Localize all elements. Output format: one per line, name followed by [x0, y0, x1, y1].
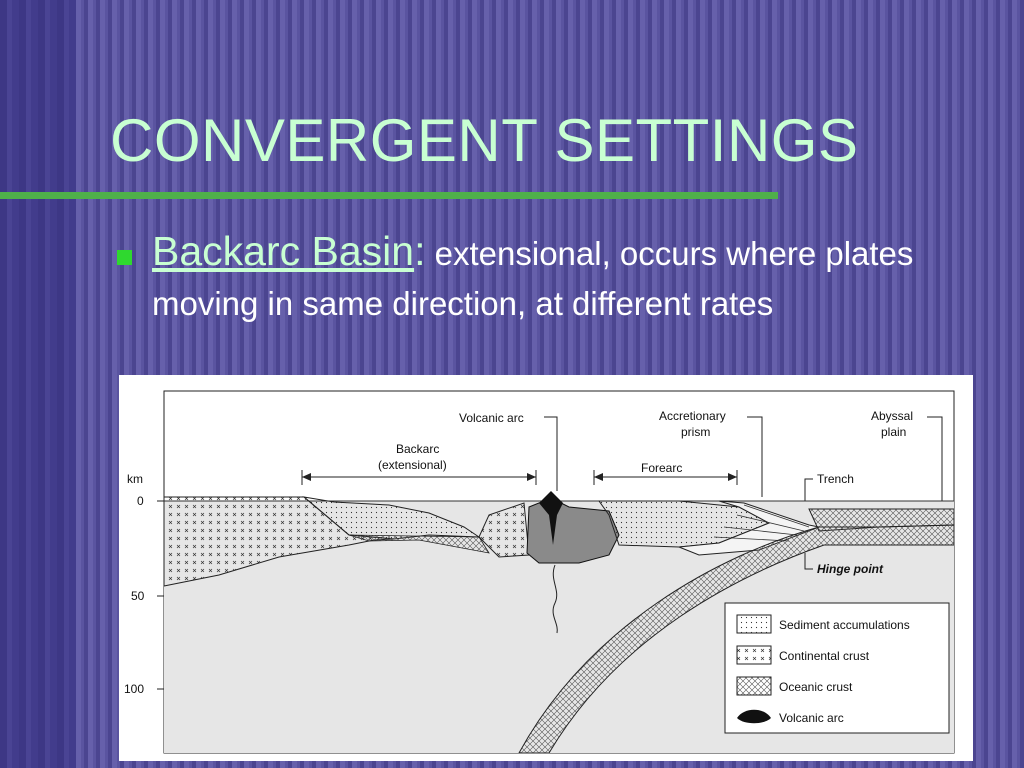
- label-volcanic-arc: Volcanic arc: [459, 411, 524, 425]
- label-hinge-point: Hinge point: [817, 562, 883, 576]
- label-accretionary: Accretionary: [659, 409, 726, 423]
- label-plain: plain: [881, 425, 907, 439]
- title-divider: [0, 192, 778, 199]
- legend-label-sediment: Sediment accumulations: [779, 618, 910, 632]
- bullet-text: [152, 226, 992, 329]
- label-prism: prism: [681, 425, 711, 439]
- depth-tick-0: 0: [137, 494, 144, 508]
- bullet-marker: [117, 250, 132, 265]
- depth-axis: [124, 472, 164, 696]
- left-stripe-band: [0, 0, 76, 768]
- legend-label-oceanic: Oceanic crust: [779, 680, 853, 694]
- legend-label-volcanic: Volcanic arc: [779, 711, 844, 725]
- bullet-term: Backarc Basin: [152, 228, 415, 274]
- bullet-colon: :: [414, 228, 426, 274]
- bullet-description: extensional, occurs where plates moving in same direction, at different rates: [152, 235, 914, 322]
- label-extensional: (extensional): [378, 458, 447, 472]
- label-trench: Trench: [817, 472, 854, 486]
- legend-swatch-oceanic: [737, 677, 771, 695]
- backarc-basin-diagram: [119, 375, 973, 761]
- legend: [725, 603, 949, 733]
- label-abyssal: Abyssal: [871, 409, 914, 423]
- depth-unit: km: [127, 472, 143, 486]
- label-backarc: Backarc: [396, 442, 440, 456]
- depth-tick-100: 100: [124, 682, 145, 696]
- label-forearc: Forearc: [641, 461, 683, 475]
- legend-swatch-sediment: [737, 615, 771, 633]
- slide-title: CONVERGENT SETTINGS: [110, 107, 859, 174]
- legend-swatch-continental: [737, 646, 771, 664]
- legend-label-continental: Continental crust: [779, 649, 870, 663]
- cross-section-svg: [119, 375, 973, 761]
- depth-tick-50: 50: [131, 589, 145, 603]
